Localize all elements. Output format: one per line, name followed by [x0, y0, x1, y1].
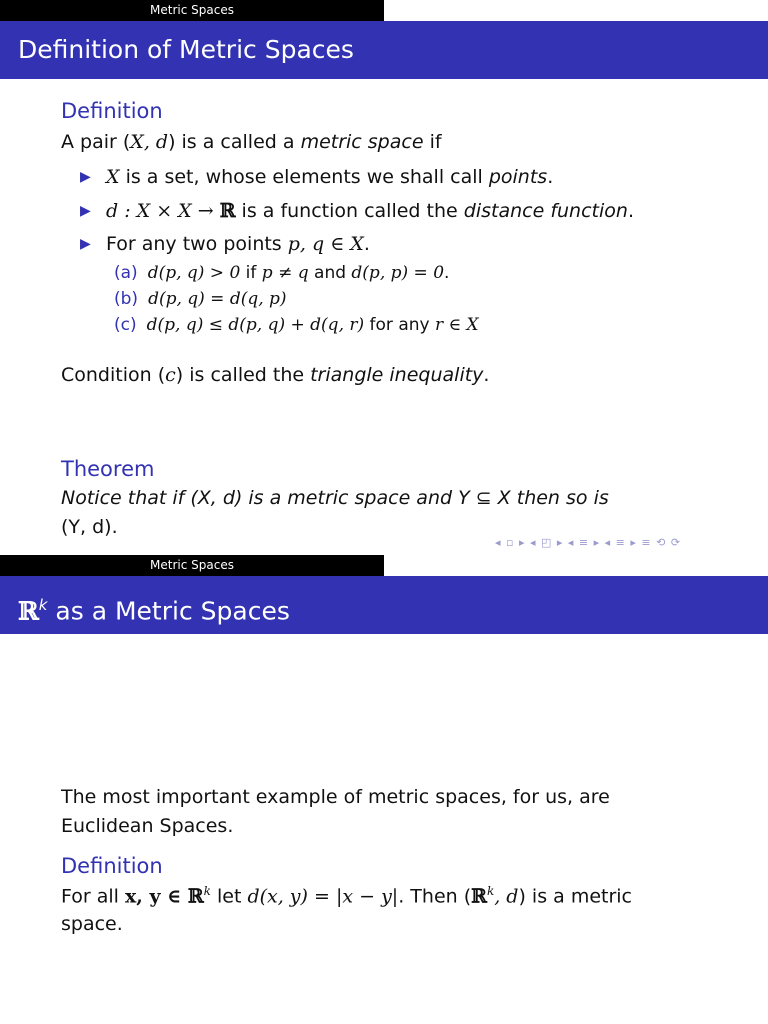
- definition-intro: A pair (X, d) is a called a metric space if: [61, 131, 442, 153]
- beamer-navigation-icons[interactable]: ◂ ▫ ▸ ◂ ◰ ▸ ◂ ≡ ▸ ◂ ≡ ▸ ≡ ⟲ ⟳: [495, 536, 682, 549]
- bullet-distance-function: d : X × X → ℝ is a function called the distance function.: [106, 200, 634, 222]
- slide-rk-metric-space: [0, 555, 768, 1024]
- bullet-two-points: For any two points p, q ∈ X.: [106, 233, 370, 255]
- theorem-line-2: (Y, d).: [61, 516, 118, 538]
- bullet-triangle-icon: ▶: [80, 203, 91, 219]
- condition-a: (a) d(p, q) > 0 if p ≠ q and d(p, p) = 0.: [114, 263, 450, 283]
- euclidean-definition-line-2: space.: [61, 913, 123, 935]
- condition-c: (c) d(p, q) ≤ d(p, q) + d(q, r) for any r ∈ X: [114, 315, 479, 335]
- bullet-triangle-icon: ▶: [80, 169, 91, 185]
- theorem-line-1: Notice that if (X, d) is a metric space and Y ⊆ X then so is: [61, 487, 609, 509]
- euclidean-definition-line-1: For all x, y ∈ ℝ$^k$ let d(x, y) = |x − y|. Then (ℝ$^k$, d) is a metric: [61, 884, 633, 908]
- section-headline: Metric Spaces: [0, 555, 384, 576]
- definition-title: Definition: [61, 99, 163, 123]
- theorem-title: Theorem: [61, 457, 155, 481]
- slide-title: Definition of Metric Spaces: [0, 21, 768, 79]
- section-headline: Metric Spaces: [0, 0, 384, 21]
- bullet-set: X is a set, whose elements we shall call points.: [106, 166, 554, 188]
- euclidean-intro-line-1: The most important example of metric spaces, for us, are: [61, 786, 610, 808]
- euclidean-intro-line-2: Euclidean Spaces.: [61, 815, 234, 837]
- triangle-inequality-remark: Condition (c) is called the triangle inequality.: [61, 364, 490, 386]
- condition-b: (b) d(p, q) = d(q, p): [114, 289, 287, 309]
- bullet-triangle-icon: ▶: [80, 236, 91, 252]
- slide-title: ℝ$^k$ as a Metric Spaces: [0, 576, 768, 634]
- definition-title: Definition: [61, 854, 163, 878]
